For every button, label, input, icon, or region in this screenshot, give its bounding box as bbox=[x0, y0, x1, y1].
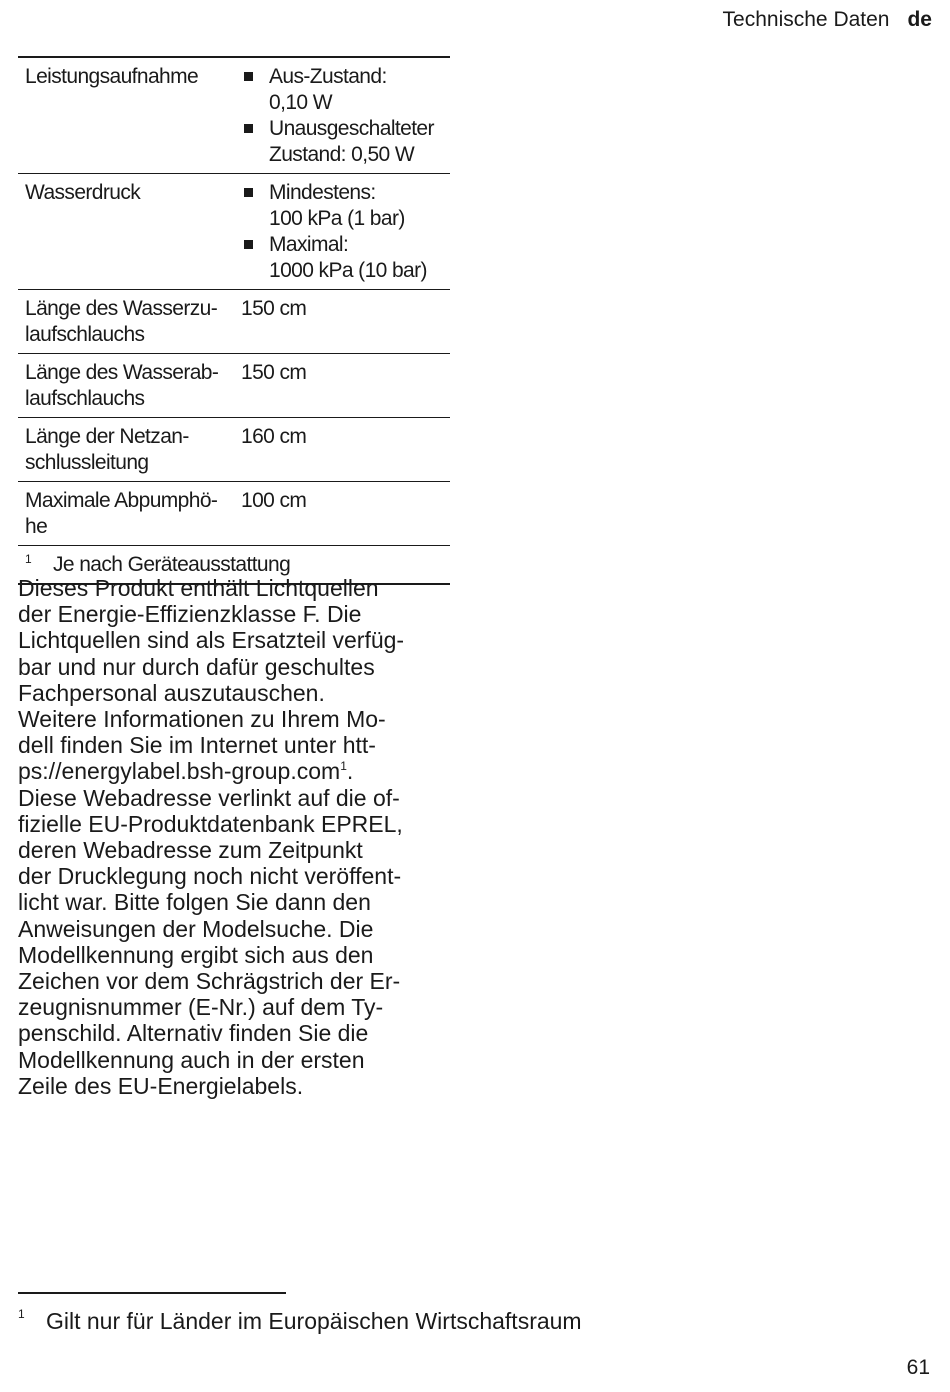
page-footnote bbox=[18, 1306, 582, 1336]
text-line: Fachpersonal auszutauschen. bbox=[18, 679, 325, 706]
table-row bbox=[18, 290, 450, 354]
text-line: Modellkennung ergibt sich aus den bbox=[18, 941, 374, 968]
row-label bbox=[18, 360, 234, 412]
list-item bbox=[241, 116, 450, 168]
bullet-square-icon bbox=[241, 116, 269, 168]
row-value: 160 cm bbox=[241, 425, 307, 448]
row-label bbox=[18, 424, 234, 476]
text-line: Dieses Produkt enthält Lichtquellen bbox=[18, 575, 379, 601]
list-item bbox=[241, 180, 450, 232]
text-line: licht war. Bitte folgen Sie dann den bbox=[18, 889, 371, 916]
list-item bbox=[241, 64, 450, 116]
text-line: der Drucklegung noch nicht veröffent- bbox=[18, 863, 402, 890]
row-label: Wasserdruck bbox=[25, 181, 141, 204]
footnote-text: Je nach Geräteausstattung bbox=[53, 553, 291, 576]
table-row bbox=[18, 418, 450, 482]
bullet-line: Maximal: bbox=[269, 233, 349, 256]
label-line: he bbox=[25, 515, 48, 538]
bullet-square-icon bbox=[241, 64, 269, 116]
row-label bbox=[18, 488, 234, 540]
text-line: fizielle EU-Produktdatenbank EPREL, bbox=[18, 810, 403, 837]
row-value: 100 cm bbox=[241, 489, 307, 512]
url-line bbox=[18, 758, 458, 784]
bullet-line: 0,10 W bbox=[269, 91, 332, 114]
list-item bbox=[241, 232, 450, 284]
text-line: Zeichen vor dem Schrägstrich der Er- bbox=[18, 968, 401, 995]
bullet-square-icon bbox=[241, 180, 269, 232]
language-code: de bbox=[907, 8, 932, 31]
bullet-line: Mindestens: bbox=[269, 181, 376, 204]
label-line: laufschlauchs bbox=[25, 387, 145, 410]
footnote-text: Gilt nur für Länder im Europäischen Wirtschaftsraum bbox=[46, 1308, 582, 1334]
bullet-line: Aus-Zustand: bbox=[269, 65, 387, 88]
bullet-line: 1000 kPa (10 bar) bbox=[269, 259, 427, 282]
row-label bbox=[18, 296, 234, 348]
bullet-line: Unausgeschalteter bbox=[269, 117, 434, 140]
energylabel-url[interactable]: ps://energylabel.bsh-group.com bbox=[18, 758, 341, 785]
label-line: Maximale Abpumphö- bbox=[25, 489, 218, 512]
text-line: Diese Webadresse verlinkt auf die of- bbox=[18, 784, 400, 811]
table-row bbox=[18, 354, 450, 418]
text-line: zeugnisnummer (E-Nr.) auf dem Ty- bbox=[18, 994, 384, 1021]
text-line: der Energie-Effizienzklasse F. Die bbox=[18, 601, 362, 628]
row-label: Leistungsaufnahme bbox=[25, 65, 199, 88]
label-line: schlussleitung bbox=[25, 451, 149, 474]
section-title: Technische Daten bbox=[722, 8, 890, 31]
running-header bbox=[723, 7, 932, 33]
bullet-line: 100 kPa (1 bar) bbox=[269, 207, 405, 230]
footnote-divider bbox=[18, 1292, 286, 1294]
label-line: Länge der Netzan- bbox=[25, 425, 189, 448]
label-line: laufschlauchs bbox=[25, 323, 145, 346]
text-line: Zeile des EU-Energielabels. bbox=[18, 1072, 304, 1099]
row-value: 150 cm bbox=[241, 297, 307, 320]
punctuation: . bbox=[346, 758, 354, 785]
text-line: Weitere Informationen zu Ihrem Mo- bbox=[18, 706, 386, 733]
footnote-ref: 1 bbox=[340, 759, 347, 774]
table-row bbox=[18, 174, 450, 290]
label-line: Länge des Wasserzu- bbox=[25, 297, 218, 320]
row-value: 150 cm bbox=[241, 361, 307, 384]
row-value bbox=[234, 64, 450, 168]
text-line: Lichtquellen sind als Ersatzteil verfüg- bbox=[18, 627, 405, 654]
body-paragraph bbox=[18, 575, 458, 1099]
text-line: bar und nur durch dafür geschultes bbox=[18, 653, 375, 680]
page-number: 61 bbox=[906, 1356, 930, 1379]
row-value bbox=[234, 180, 450, 284]
spec-table bbox=[18, 56, 450, 585]
text-line: Modellkennung auch in der ersten bbox=[18, 1046, 365, 1073]
footnote-mark: 1 bbox=[25, 552, 32, 566]
table-row bbox=[18, 58, 450, 174]
text-line: deren Webadresse zum Zeitpunkt bbox=[18, 837, 363, 864]
text-line: dell finden Sie im Internet unter htt- bbox=[18, 732, 376, 759]
text-line: penschild. Alternativ finden Sie die bbox=[18, 1020, 369, 1047]
bullet-square-icon bbox=[241, 232, 269, 284]
text-line: Anweisungen der Modelsuche. Die bbox=[18, 915, 374, 942]
label-line: Länge des Wasserab- bbox=[25, 361, 219, 384]
footnote-mark: 1 bbox=[18, 1307, 25, 1321]
table-row bbox=[18, 482, 450, 546]
bullet-line: Zustand: 0,50 W bbox=[269, 143, 415, 166]
